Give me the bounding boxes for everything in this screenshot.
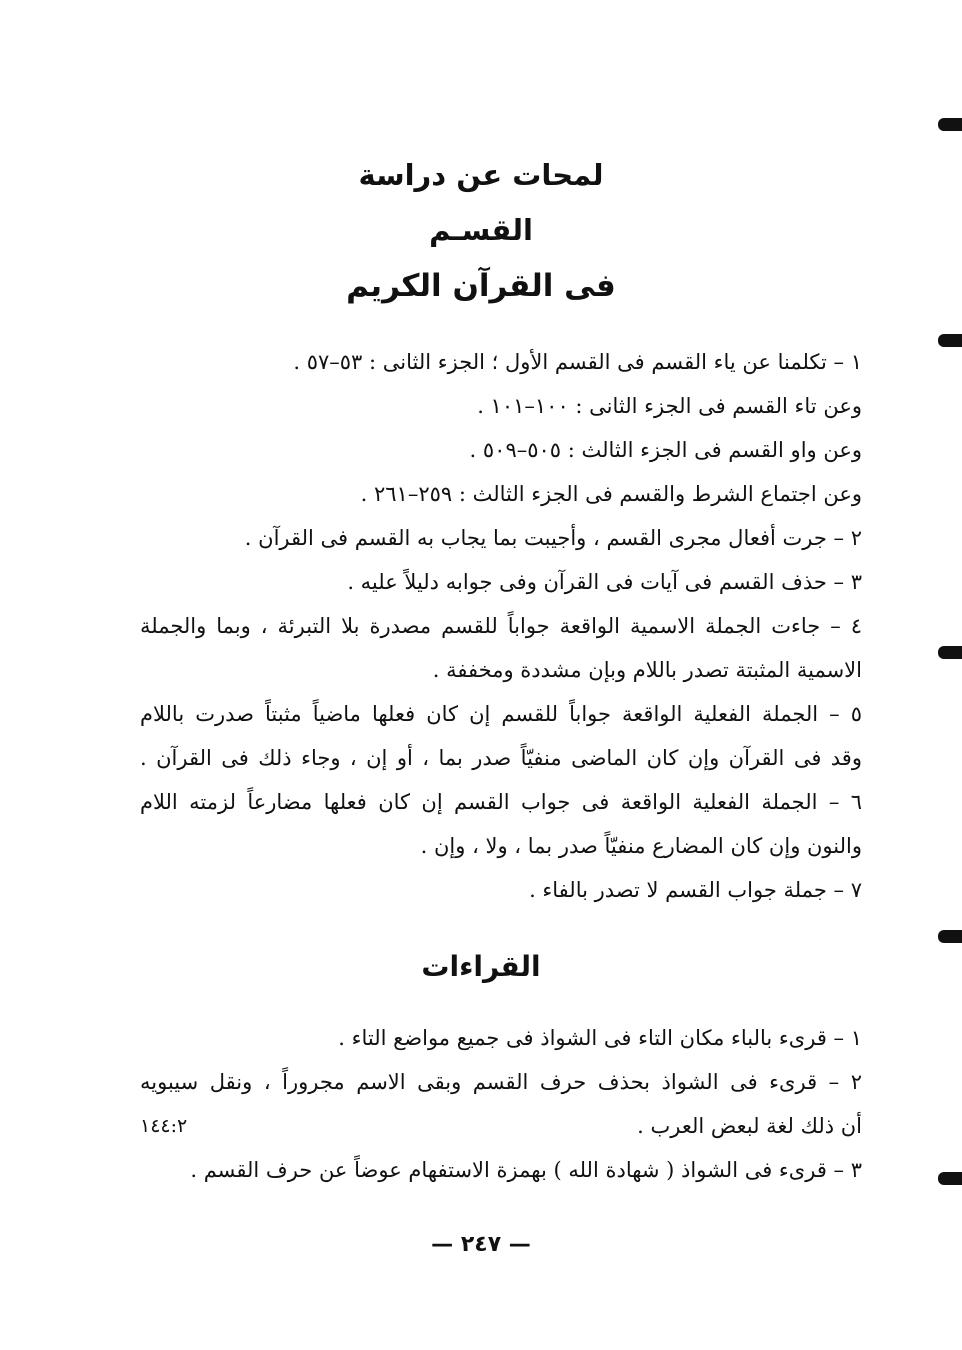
binding-mark xyxy=(938,1172,962,1185)
title-line-3: فى القرآن الكريم xyxy=(346,268,616,304)
summary-points xyxy=(140,340,862,912)
point-line: ٤ – جاءت الجملة الاسمية الواقعة جواباً للقسم مصدرة بلا التبرئة ، وبما والجملة xyxy=(140,614,862,638)
title-line-1: لمحات عن دراسة xyxy=(358,158,604,192)
readings-heading: القراءات xyxy=(421,950,541,983)
point-line: وعن واو القسم فى الجزء الثالث : ٥٠٥–٥٠٩ . xyxy=(469,438,862,462)
point-line: ٧ – جملة جواب القسم لا تصدر بالفاء . xyxy=(529,878,862,902)
reading-line: ١ – قرىء بالباء مكان التاء فى الشواذ فى جميع مواضع التاء . xyxy=(338,1026,862,1050)
point-line: الاسمية المثبتة تصدر باللام وبإن مشددة ومخففة . xyxy=(432,658,862,682)
binding-mark xyxy=(938,334,962,347)
margin-reference: ١٤٤:٢ xyxy=(140,1115,188,1137)
reading-line-text: أن ذلك لغة لبعض العرب . xyxy=(637,1114,862,1138)
binding-mark xyxy=(938,930,962,943)
point-line: ٢ – جرت أفعال مجرى القسم ، وأجيبت بما يجاب به القسم فى القرآن . xyxy=(244,526,862,550)
point-line: وقد فى القرآن وإن كان الماضى منفيّاً صدر بما ، أو إن ، وجاء ذلك فى القرآن . xyxy=(140,746,862,770)
reading-line-with-note xyxy=(140,1104,862,1148)
readings-list xyxy=(140,1016,862,1192)
binding-mark xyxy=(938,118,962,131)
reading-line: ٣ – قرىء فى الشواذ ( شهادة الله ) بهمزة الاستفهام عوضاً عن حرف القسم . xyxy=(190,1158,862,1182)
point-line: ٣ – حذف القسم فى آيات فى القرآن وفى جوابه دليلاً عليه . xyxy=(347,570,862,594)
binding-mark xyxy=(938,646,962,659)
point-line: ٥ – الجملة الفعلية الواقعة جواباً للقسم إن كان فعلها ماضياً مثبتاً صدرت باللام xyxy=(140,702,862,726)
point-line: ١ – تكلمنا عن ياء القسم فى القسم الأول ؛ الجزء الثانى : ٥٣–٥٧ . xyxy=(293,350,862,374)
point-line: والنون وإن كان المضارع منفيّاً صدر بما ، ولا ، وإن . xyxy=(420,834,862,858)
point-line: وعن تاء القسم فى الجزء الثانى : ١٠٠–١٠١ . xyxy=(477,394,862,418)
reading-line: ٢ – قرىء فى الشواذ بحذف حرف القسم وبقى الاسم مجروراً ، ونقل سيبويه xyxy=(140,1070,862,1094)
title-line-2: القسـم xyxy=(429,213,533,247)
point-line: ٦ – الجملة الفعلية الواقعة فى جواب القسم إن كان فعلها مضارعاً لزمته اللام xyxy=(140,790,862,814)
page-number: — ٢٤٧ — xyxy=(431,1232,531,1257)
point-line: وعن اجتماع الشرط والقسم فى الجزء الثالث : ٢٥٩–٢٦١ . xyxy=(360,482,862,506)
